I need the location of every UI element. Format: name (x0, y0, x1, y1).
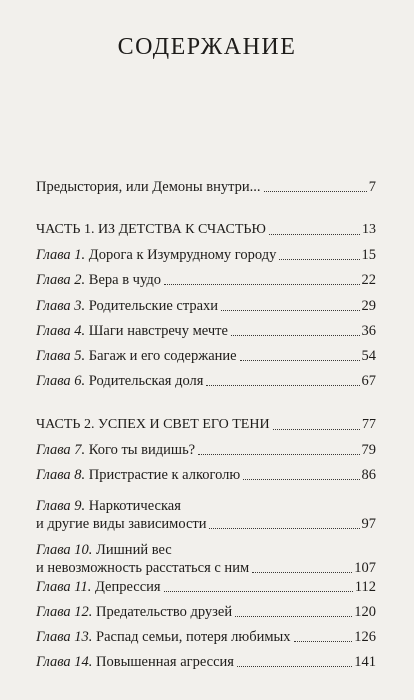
entry-title: Кого ты видишь? (88, 442, 196, 458)
dot-leader (221, 310, 359, 311)
entry-text (36, 497, 206, 533)
entry-line (36, 221, 266, 239)
dot-leader (294, 641, 353, 642)
entry-line (36, 322, 228, 340)
entry-title: ЧАСТЬ 1. ИЗ ДЕТСТВА К СЧАСТЬЮ (36, 222, 266, 237)
entry-text (36, 628, 291, 646)
entry-line (36, 628, 291, 646)
entry-text (36, 297, 218, 315)
dot-leader (252, 572, 352, 573)
page-number: 97 (361, 516, 376, 532)
entry-title-continued: и другие виды зависимости (36, 516, 207, 532)
toc-entry (36, 653, 376, 671)
dot-leader (273, 429, 360, 430)
entry-text (36, 347, 237, 365)
page-title: СОДЕРЖАНИЕ (117, 34, 297, 60)
entry-text (36, 603, 232, 621)
toc-entry (36, 246, 376, 264)
entry-line (36, 578, 161, 596)
dot-leader (164, 284, 360, 285)
toc-entry (36, 178, 376, 196)
toc-entry (36, 578, 376, 596)
entry-title: Повышенная агрессия (96, 654, 234, 670)
chapter-label: Глава 13. (36, 629, 93, 645)
entry-line (36, 347, 237, 365)
chapter-label: Глава 3. (36, 298, 86, 314)
page-number: 126 (354, 629, 376, 645)
chapter-label: Глава 9. (36, 498, 86, 514)
toc-entry (36, 347, 376, 365)
entry-text (36, 441, 195, 459)
entry-line (36, 178, 261, 196)
dot-leader (206, 385, 359, 386)
toc-entry (36, 628, 376, 646)
chapter-label: Глава 7. (36, 442, 86, 458)
dot-leader (279, 259, 359, 260)
toc-entry (36, 603, 376, 621)
page-number: 54 (361, 348, 376, 364)
dot-leader (164, 591, 353, 592)
toc-entry (36, 466, 376, 484)
entry-title: Шаги навстречу мечте (88, 323, 228, 339)
page-number: 79 (361, 442, 376, 458)
toc-entry (36, 271, 376, 289)
chapter-label: Глава 2. (36, 272, 86, 288)
chapter-label: Глава 14. (36, 654, 93, 670)
entry-text (36, 653, 234, 671)
page-number: 67 (361, 373, 376, 389)
entry-line (36, 441, 195, 459)
entry-title: Багаж и его содержание (88, 348, 237, 364)
chapter-label: Глава 1. (36, 247, 86, 263)
entry-text (36, 372, 203, 390)
dot-leader (237, 666, 352, 667)
dot-leader (209, 528, 359, 529)
chapter-label: Глава 12. (36, 604, 93, 620)
entry-title-continued: и невозможность расстаться с ним (36, 560, 250, 576)
entry-title: Распад семьи, потеря любимых (96, 629, 291, 645)
chapter-label: Глава 4. (36, 323, 86, 339)
entry-title: Родительские страхи (88, 298, 219, 314)
entry-line (36, 297, 218, 315)
entry-line (36, 271, 161, 289)
entry-title: Депрессия (94, 579, 161, 595)
dot-leader (243, 479, 359, 480)
page-number: 107 (354, 560, 376, 576)
entry-title: Дорога к Изумрудному городу (88, 247, 277, 263)
entry-title: Родительская доля (88, 373, 204, 389)
entry-text (36, 322, 228, 340)
page-number: 120 (354, 604, 376, 620)
toc-entry (36, 372, 376, 390)
entry-text (36, 578, 161, 596)
page-number: 22 (361, 272, 376, 288)
dot-leader (235, 616, 352, 617)
page-number: 141 (354, 654, 376, 670)
entry-title: ЧАСТЬ 2. УСПЕХ И СВЕТ ЕГО ТЕНИ (36, 417, 270, 432)
toc-entry (36, 322, 376, 340)
page-number: 77 (362, 417, 376, 432)
entry-line (36, 653, 234, 671)
entry-text (36, 178, 261, 196)
entry-line (36, 497, 206, 515)
entry-title: Пристрастие к алкоголю (88, 467, 241, 483)
page-number: 13 (362, 222, 376, 237)
entry-text (36, 271, 161, 289)
entry-text (36, 246, 276, 264)
entry-line (36, 603, 232, 621)
dot-leader (240, 360, 360, 361)
chapter-label: Глава 10. (36, 542, 93, 558)
page-number: 112 (354, 579, 376, 595)
dot-leader (269, 234, 360, 235)
toc-entry (36, 541, 376, 577)
toc-entry (36, 297, 376, 315)
toc-part-entry (36, 416, 376, 434)
toc-part-entry (36, 221, 376, 239)
page-number: 29 (361, 298, 376, 314)
toc-entry (36, 497, 376, 533)
entry-title: Вера в чудо (88, 272, 161, 288)
page-number: 15 (361, 247, 376, 263)
entry-text (36, 541, 249, 577)
entry-title: Наркотическая (88, 498, 181, 514)
page-number: 86 (361, 467, 376, 483)
entry-text (36, 221, 266, 239)
entry-line (36, 466, 240, 484)
page-number: 36 (361, 323, 376, 339)
entry-text (36, 416, 270, 434)
entry-title: Предыстория, или Демоны внутри... (36, 179, 261, 195)
page-number: 7 (368, 179, 376, 195)
entry-title: Предательство друзей (96, 604, 233, 620)
chapter-label: Глава 6. (36, 373, 86, 389)
dot-leader (231, 335, 360, 336)
entry-line (36, 372, 203, 390)
entry-line (36, 416, 270, 434)
toc-entry (36, 441, 376, 459)
dot-leader (198, 454, 359, 455)
chapter-label: Глава 5. (36, 348, 86, 364)
entry-title: Лишний вес (96, 542, 172, 558)
entry-line (36, 246, 276, 264)
entry-text (36, 466, 240, 484)
dot-leader (264, 191, 367, 192)
entry-line (36, 541, 249, 559)
chapter-label: Глава 8. (36, 467, 86, 483)
chapter-label: Глава 11. (36, 579, 92, 595)
